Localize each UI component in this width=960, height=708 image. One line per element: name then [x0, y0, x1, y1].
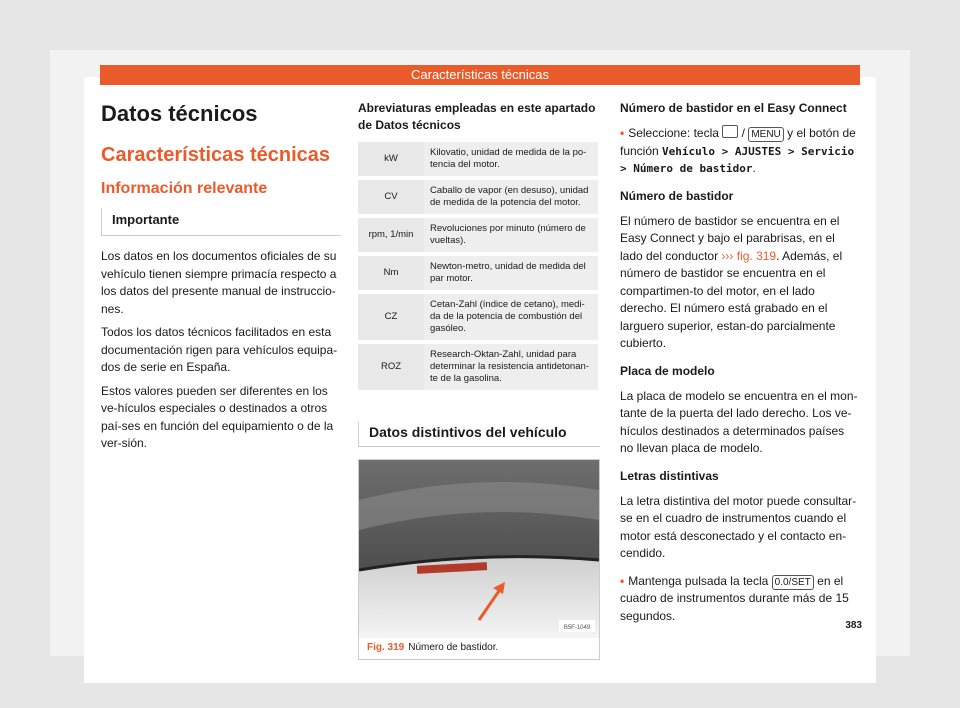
bullet-hold-post: en el cuadro de instrumentos durante más de 15 segundos.: [620, 573, 849, 623]
chapter-title: Características técnicas: [411, 67, 549, 82]
paragraph-vin-post: . Además, el número de bastidor se encuentra en el compartimen-to del motor, en el lado derecho. El número está grabado en el larguero superior, estan-do parcialmente cubierto.: [620, 248, 843, 350]
important-box: [101, 208, 341, 236]
figure-code: B5F-1049: [563, 625, 591, 631]
paragraph-vin-pre: El número de bastidor se encuentra en el Easy Connect y bajo el parabrisas, en el lado del conductor: [620, 213, 840, 263]
abbr-cell: CV: [358, 178, 424, 216]
heading-letras: Letras distintivas: [620, 468, 719, 483]
figure-caption: [359, 638, 599, 659]
left-paragraph-2: Todos los datos técnicos facilitados en esta documentación rigen para vehículos equipa-dos de serie en España.: [101, 325, 338, 374]
table-row: [358, 216, 598, 254]
middle-column: [358, 100, 600, 660]
desc-cell: Research-Oktan-Zahl, unidad para determinar la resistencia antidetonan-te de la gasolina.: [424, 342, 598, 392]
table-row: [358, 254, 598, 292]
paragraph-placa: La placa de modelo se encuentra en el mon-tante de la puerta del lado derecho. Los ve-hículos destinados a determinados países no llevan placa de modelo.: [620, 388, 858, 455]
heading-placa: Placa de modelo: [620, 363, 715, 378]
desc-cell: Cetan-Zahl (índice de cetano), medi-da de la potencia de combustión del gasóleo.: [424, 292, 598, 342]
vin-illustration: [359, 460, 599, 638]
section-title-text: Datos distintivos del vehículo: [369, 424, 567, 440]
desc-cell: Newton-metro, unidad de medida del par motor.: [424, 254, 598, 292]
bullet-hold-key: [620, 573, 860, 626]
bullet-hold-pre: Mantenga pulsada la tecla: [628, 573, 769, 588]
abbr-cell: CZ: [358, 292, 424, 342]
separator-text: /: [741, 126, 745, 140]
table-row: [358, 178, 598, 216]
heading-caracteristicas: Características técnicas: [101, 144, 331, 166]
important-label: Importante: [112, 212, 180, 227]
heading-datos-tecnicos: Datos técnicos: [101, 101, 258, 126]
figure-caption-text: Número de bastidor.: [408, 642, 499, 653]
desc-cell: Revoluciones por minuto (número de vueltas).: [424, 216, 598, 254]
table-row: [358, 142, 598, 178]
bullet-icon: •: [620, 126, 625, 140]
bullet-icon: •: [620, 573, 625, 588]
abbr-cell: kW: [358, 142, 424, 178]
chapter-header: [100, 65, 860, 85]
left-paragraph-3: Estos valores pueden ser diferentes en los ve-hículos especiales o destinados a otros paí-ses en función del equipamiento o de la ver-sión.: [101, 383, 334, 450]
paragraph-vin: [620, 213, 860, 353]
figure-vin: [358, 459, 600, 660]
car-key-icon: [722, 125, 738, 138]
desc-cell: Kilovatio, unidad de medida de la po-tencia del motor.: [424, 142, 598, 178]
menu-path: Vehículo > AJUSTES > Servicio > Número de bastidor: [620, 144, 855, 175]
section-title-vehicle-data: [358, 422, 600, 447]
figure-link[interactable]: ››› fig. 319: [721, 248, 777, 263]
bullet-select-text: Seleccione: tecla: [628, 126, 719, 140]
abbreviations-table: [358, 142, 598, 394]
bullet-select: [620, 125, 860, 178]
table-row: [358, 292, 598, 342]
heading-informacion: Información relevante: [101, 180, 268, 197]
menu-key: MENU: [748, 127, 783, 142]
abbreviations-title: Abreviaturas empleadas en este apartado de Datos técnicos: [358, 101, 596, 132]
abbr-cell: Nm: [358, 254, 424, 292]
bullet-select-mid: y el botón de función: [620, 126, 856, 158]
heading-vin: Número de bastidor: [620, 188, 734, 203]
desc-cell: Caballo de vapor (en desuso), unidad de medida de la potencia del motor.: [424, 178, 598, 216]
abbr-cell: ROZ: [358, 342, 424, 392]
right-column: [620, 100, 860, 631]
page-number: 383: [845, 620, 862, 631]
abbr-cell: rpm, 1/min: [358, 216, 424, 254]
paragraph-letras: La letra distintiva del motor puede consultar-se en el cuadro de instrumentos cuando el motor está desconectado y el contacto en-cendido.: [620, 493, 857, 560]
heading-vin-easy-connect: Número de bastidor en el Easy Connect: [620, 101, 847, 115]
left-paragraph-1: Los datos en los documentos oficiales de su vehículo tienen siempre primacía respecto a los datos del presente manual de instruccio-nes.: [101, 249, 337, 316]
set-key: 0.0/SET: [772, 575, 814, 590]
bullet-select-end: .: [752, 161, 756, 175]
table-row: [358, 342, 598, 392]
figure-label: Fig. 319: [367, 642, 405, 653]
left-column: [101, 100, 341, 459]
